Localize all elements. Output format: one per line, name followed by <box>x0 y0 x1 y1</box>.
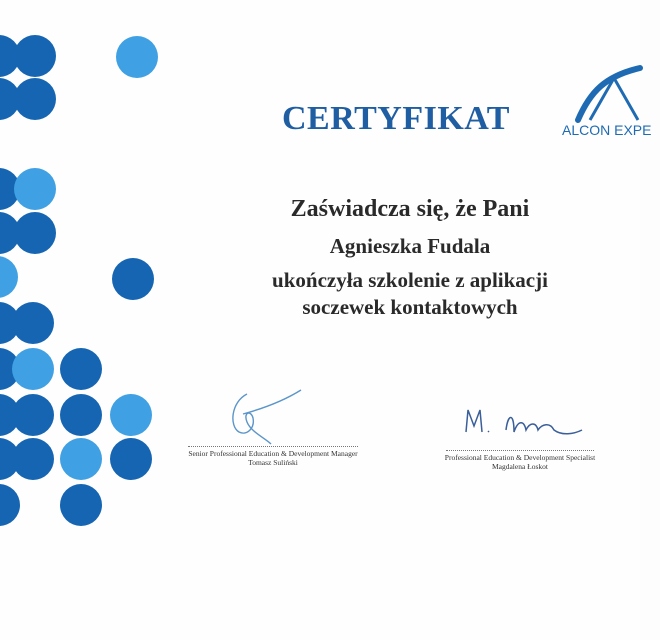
signature-1-name: Tomasz Suliński <box>248 458 298 467</box>
course-line-1: ukończyła szkolenie z aplikacji <box>272 268 548 292</box>
dot <box>60 438 102 480</box>
dot <box>14 212 56 254</box>
signature-1-line <box>188 446 358 447</box>
dot <box>0 256 18 298</box>
signature-2-name: Magdalena Łoskot <box>491 462 549 471</box>
signature-2-image <box>458 402 588 442</box>
recipient-name: Agnieszka Fudala <box>329 234 491 258</box>
signature-2-line <box>446 450 594 451</box>
dot <box>12 438 54 480</box>
signature-1-image <box>225 388 305 446</box>
dot <box>12 348 54 390</box>
logo-text: ALCON EXPE <box>562 122 652 138</box>
signature-1-caption <box>168 449 378 467</box>
dot <box>110 438 152 480</box>
course-line-2: soczewek kontaktowych <box>302 295 518 319</box>
dot <box>60 484 102 526</box>
signature-2-caption <box>420 453 620 471</box>
dot <box>0 484 20 526</box>
dot <box>14 35 56 77</box>
dot <box>110 394 152 436</box>
signature-1-role: Senior Professional Education & Development Manager <box>188 449 358 458</box>
dot <box>14 78 56 120</box>
dot <box>60 394 102 436</box>
certificate-title: CERTYFIKAT <box>282 100 510 137</box>
dot <box>60 348 102 390</box>
dot <box>14 168 56 210</box>
signature-2-role: Professional Education & Development Specialist <box>444 453 596 462</box>
dot <box>116 36 158 78</box>
dot <box>12 302 54 344</box>
certification-statement: Zaświadcza się, że Pani <box>290 196 530 222</box>
dot <box>112 258 154 300</box>
dot <box>12 394 54 436</box>
